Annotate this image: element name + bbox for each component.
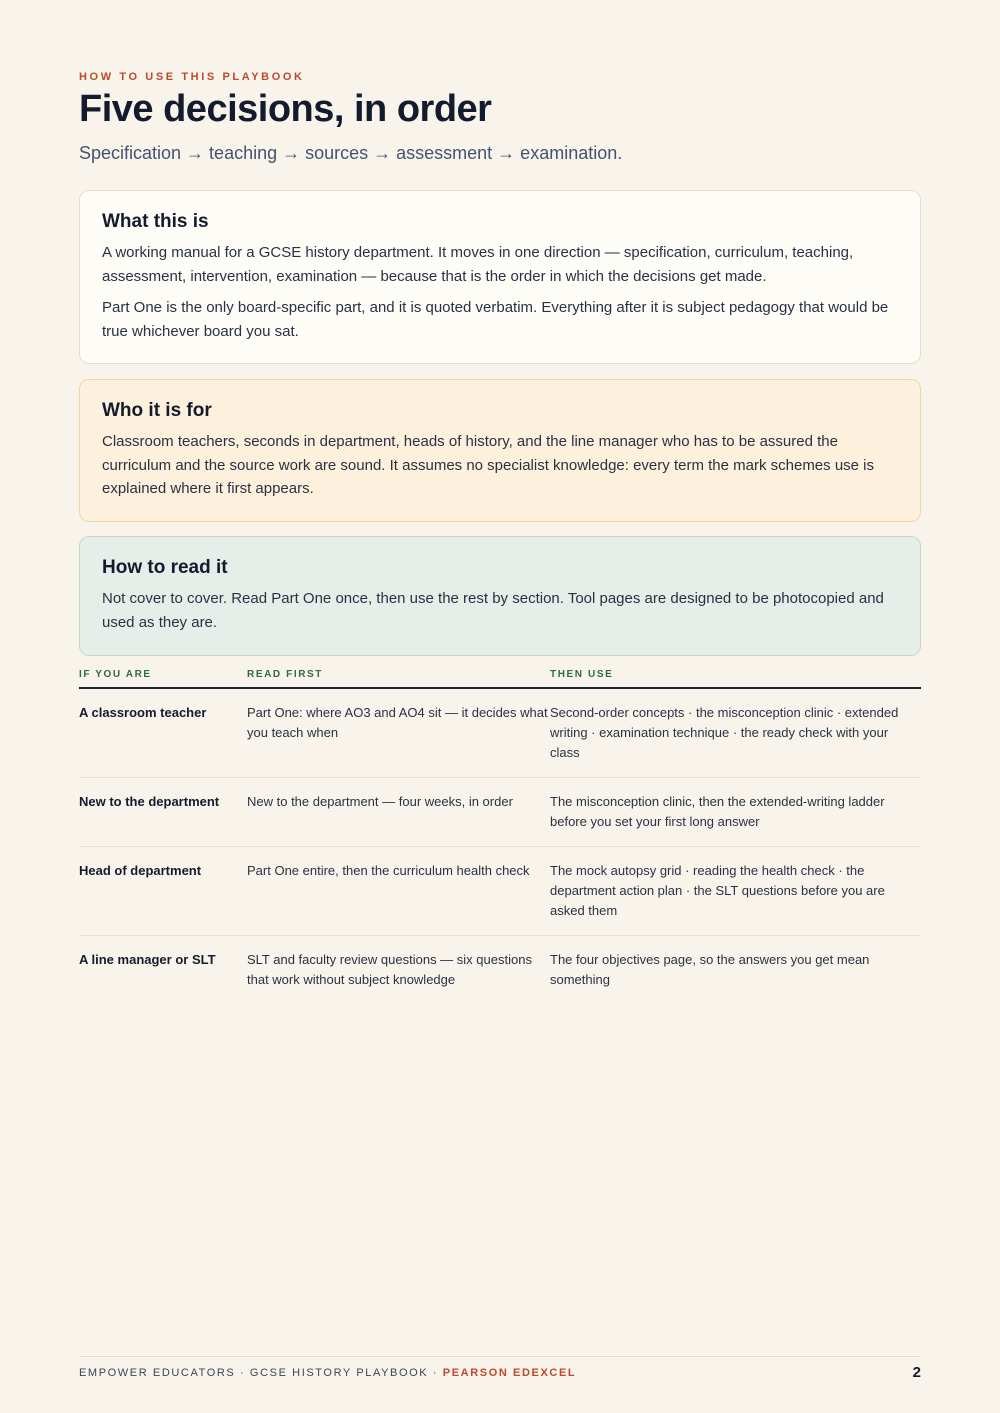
page-title: Five decisions, in order — [79, 88, 492, 130]
card-paragraph: Part One is the only board-specific part, and it is quoted verbatim. Everything after it is subject pedagogy that would be true whichever board you sat. — [102, 299, 889, 340]
cell-then-use: The misconception clinic, then the extended-writing ladder before you set your first long answer — [550, 778, 921, 847]
cell-role: A line manager or SLT — [79, 952, 216, 967]
cell-read-first: Part One entire, then the curriculum health check — [247, 847, 550, 936]
table-row — [79, 688, 921, 778]
card-what-this-is — [79, 190, 921, 364]
cell-role: New to the department — [79, 778, 247, 847]
cell-read-first: New to the department — four weeks, in order — [247, 778, 550, 847]
table-row — [79, 936, 921, 1005]
column-header-if-you-are: IF YOU ARE — [79, 668, 247, 688]
card-heading: What this is — [102, 211, 209, 232]
card-who-it-is-for — [79, 379, 921, 522]
reading-guide-table — [79, 668, 921, 1004]
page-subtitle: Specification → teaching → sources → assessment → examination. — [79, 143, 623, 163]
footer-credit — [79, 1367, 576, 1379]
cell-role: Head of department — [79, 847, 247, 936]
cell-then-use: The mock autopsy grid · reading the health check · the department action plan · the SLT questions before you are asked them — [550, 847, 921, 936]
table-header-row — [79, 668, 921, 688]
column-header-read-first: READ FIRST — [247, 668, 550, 688]
table-row — [79, 847, 921, 936]
card-paragraph: A working manual for a GCSE history department. It moves in one direction — specification, curriculum, teaching, assessment, intervention, examination — because that is the order in which the decisions get made. — [102, 244, 854, 285]
card-heading: How to read it — [102, 557, 228, 578]
card-heading: Who it is for — [102, 400, 212, 421]
footer-divider — [79, 1356, 921, 1357]
cell-role: A classroom teacher — [79, 688, 247, 778]
card-how-to-read-it — [79, 536, 921, 656]
cell-then-use: Second-order concepts · the misconception clinic · extended writing · examination technique · the ready check with your class — [550, 688, 921, 778]
card-paragraph: Not cover to cover. Read Part One once, then use the rest by section. Tool pages are designed to be photocopied and used as they are. — [102, 590, 884, 631]
column-header-then-use: THEN USE — [550, 668, 921, 688]
table-row — [79, 778, 921, 847]
page-number: 2 — [912, 1364, 921, 1381]
footer-brand: PEARSON EDEXCEL — [442, 1367, 577, 1379]
cell-read-first: Part One: where AO3 and AO4 sit — it decides what you teach when — [247, 688, 550, 778]
card-paragraph: Classroom teachers, seconds in department, heads of history, and the line manager who has to be assured the curriculum and the source work are sound. It assumes no specialist knowledge: every term the mark schemes use is explained where it first appears. — [102, 433, 875, 497]
footer-series: EMPOWER EDUCATORS · GCSE HISTORY PLAYBOOK · — [79, 1367, 443, 1379]
cell-read-first: SLT and faculty review questions — six questions that work without subject knowledge — [247, 952, 532, 987]
section-eyebrow: HOW TO USE THIS PLAYBOOK — [79, 71, 305, 83]
cell-then-use: The four objectives page, so the answers you get mean something — [550, 952, 870, 987]
